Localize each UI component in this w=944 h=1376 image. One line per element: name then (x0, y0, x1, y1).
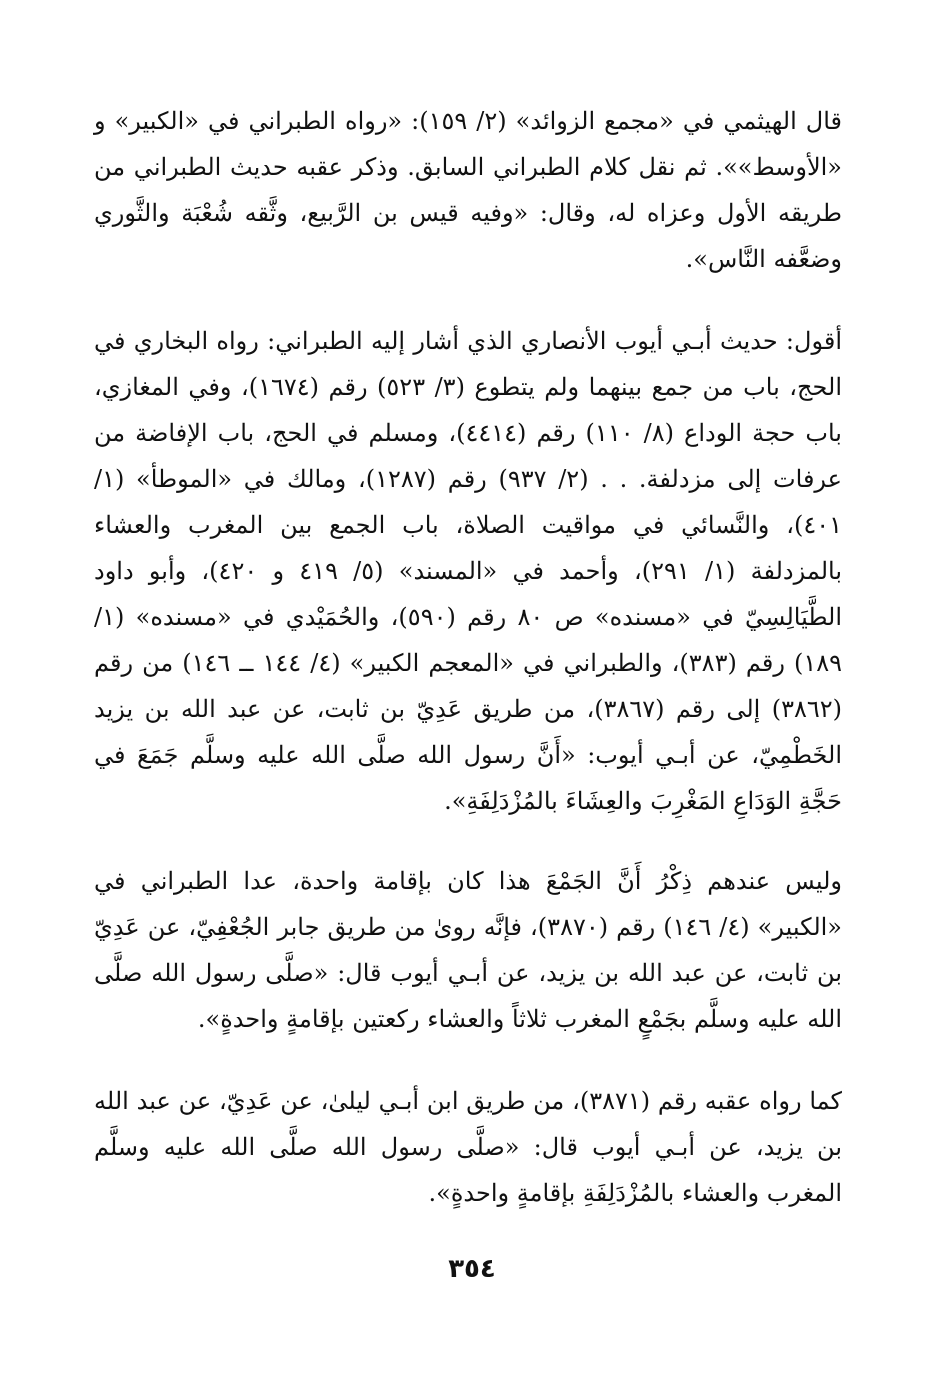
paragraph-haythami-quote (94, 98, 842, 282)
paragraph-text: أقول: حديث أبـي أيوب الأنصاري الذي أشار إليه الطبراني: رواه البخاري في الحج، باب من جمع بينهما ولم يتطوع (٣/ ٥٢٣) رقم (١٦٧٤)، وفي المغازي، باب حجة الوداع (٨/ ١١٠) رقم (٤٤١٤)، ومسلم في الحج، باب الإفاضة من عرفات إلى مزدلفة. . . (٢/ ٩٣٧) رقم (١٢٨٧)، ومالك في «الموطأ» (١/ ٤٠١)، والنَّسائي في مواقيت الصلاة، باب الجمع بين المغرب والعشاء بالمزدلفة (١/ ٢٩١)، وأحمد في «المسند» (٥/ ٤١٩ و ٤٢٠)، وأبو داود الطَّيَالِسِيّ في «مسنده» ص ٨٠ رقم (٥٩٠)، والحُمَيْدي في «مسنده» (١/ ١٨٩) رقم (٣٨٣)، والطبراني في «المعجم الكبير» (٤/ ١٤٤ ــ ١٤٦) من رقم (٣٨٦٢) إلى رقم (٣٨٦٧)، من طريق عَدِيّ بن ثابت، عن عبد الله بن يزيد الخَطْمِيّ، عن أبـي أيوب: «أَنَّ رسول الله صلَّى الله عليه وسلَّم جَمَعَ في حَجَّةِ الوَدَاعِ المَغْرِبَ والعِشَاءَ بالمُزْدَلِفَةِ». (94, 327, 843, 815)
paragraph-hadith-sources (94, 318, 842, 824)
page-number: ٣٥٤ (448, 1254, 496, 1284)
paragraph-text: كما رواه عقبه رقم (٣٨٧١)، من طريق ابن أبـي ليلىٰ، عن عَدِيّ، عن عبد الله بن يزيد، عن أبـي أيوب قال: «صلَّى رسول الله صلَّى الله عليه وسلَّم المغرب والعشاء بالمُزْدَلِفَةِ بإقامةٍ واحدةٍ». (94, 1087, 842, 1207)
paragraph-text: قال الهيثمي في «مجمع الزوائد» (٢/ ١٥٩): «رواه الطبراني في «الكبير» و «الأوسط»». ثم نقل كلام الطبراني السابق. وذكر عقبه حديث الطبراني من طريقه الأول وعزاه له، وقال: «وفيه قيس بن الرَّبيع، وثَّقه شُعْبَة والثَّوري وضعَّفه النَّاس». (94, 107, 843, 273)
paragraph-second-narration (94, 1078, 842, 1216)
paragraph-text: وليس عندهم ذِكْرُ أَنَّ الجَمْعَ هذا كان بإقامة واحدة، عدا الطبراني في «الكبير» (٤/ ١٤٦) رقم (٣٨٧٠)، فإنَّه روىٰ من طريق جابر الجُعْفِيّ، عن عَدِيّ بن ثابت، عن عبد الله بن يزيد، عن أبـي أيوب قال: «صلَّى رسول الله صلَّى الله عليه وسلَّم بجَمْعٍ المغرب ثلاثاً والعشاء ركعتين بإقامةٍ واحدةٍ». (94, 867, 842, 1033)
paragraph-single-iqama-note (94, 858, 842, 1042)
